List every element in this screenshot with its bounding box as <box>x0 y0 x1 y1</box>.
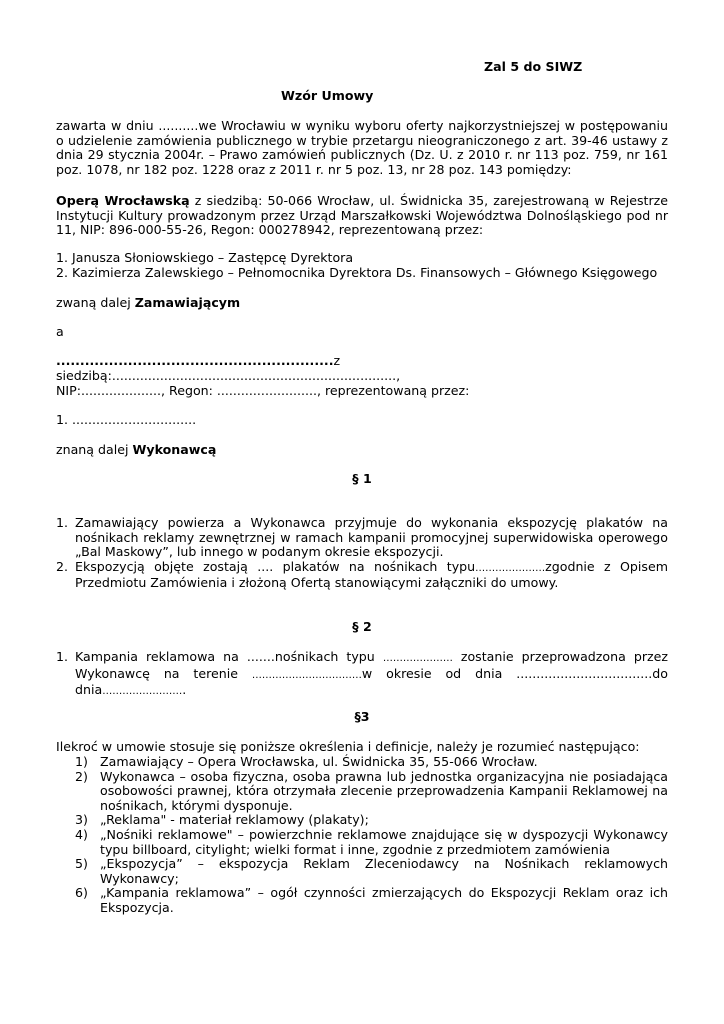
list-item-text-part: zostanie przeprowadzona przez Wykonawcę na terenie <box>75 649 668 681</box>
party1-text: z siedzibą: 50-066 Wrocław, ul. Świdnicka 35, zarejestrowaną w Rejestrze Instytucji Kultury prowadzonym przez Urząd Marszałkowski Województwa Dolnośląskiego pod nr 11, NIP: 896-000-55-26, Regon: 000278942, reprezentowaną przez: <box>56 193 669 238</box>
list-item-text: Wykonawca – osoba fizyczna, osoba prawna lub jednostka organizacyjna nie posiadająca osobowości prawnej, która otrzymała zlecenie przeprowadzenia Kampanii Reklamowej na nośnikach, którymi dysponuje. <box>100 768 668 813</box>
list-item-text: „Nośniki reklamowe" – powierzchnie reklamowe znajdujące się w dyspozycji Wykonawcy typu billboard, citylight; wielki format i inne, zgodnie z przedmiotem zamówienia <box>100 826 668 857</box>
document-title: Wzór Umowy <box>281 88 374 103</box>
party1-representative-2: 2. Kazimierza Zalewskiego – Pełnomocnika Dyrektora Ds. Finansowych – Głównego Księgowego <box>56 265 658 280</box>
list-item-text-part: w okresie od dnia ..................................do dnia <box>75 665 668 698</box>
list-item <box>75 886 668 915</box>
section-2-heading: § 2 <box>352 619 372 634</box>
list-item-text-part: Kampania reklamowa na .......nośnikach typu <box>75 649 383 664</box>
party2-name-suffix: z <box>333 353 341 368</box>
section-2-list <box>56 650 668 700</box>
party2-designation <box>56 443 216 458</box>
list-item-text-part: Ekspozycją objęte zostają .... plakatów na nośnikach typu <box>75 558 476 574</box>
list-item-number: 2) <box>75 768 88 784</box>
list-item <box>75 828 668 857</box>
list-item-number: 5) <box>75 856 88 872</box>
fill-in-blank: …………………………… <box>251 669 362 681</box>
party2-designation-name: Wykonawcą <box>132 442 217 457</box>
list-item <box>56 560 668 591</box>
party2-nip-line: NIP:...................., Regon: ........................., reprezentowaną przez: <box>56 383 470 398</box>
list-item-text: „Ekspozycja” – ekspozycja Reklam Zleceniodawcy na Nośnikach reklamowych Wykonawcy; <box>100 856 668 886</box>
intro-paragraph: zawarta w dniu ..........we Wrocławiu w wyniku wyboru oferty najkorzystniejszej w postępowaniu o udzielenie zamówienia publicznego w trybie przetargu nieograniczonego z art. 39-46 ustawy z dnia 29 stycznia 2004r. – Prawo zamówień publicznych (Dz. U. z 2010 r. nr 113 poz. 759, nr 161 poz. 1078, nr 182 poz. 1228 oraz z 2011 r. nr 5 poz. 13, nr 28 poz. 143 pomiędzy: <box>56 118 668 177</box>
fill-in-blank: …………………… <box>102 686 183 698</box>
section-1-list <box>56 516 668 591</box>
party2-designation-prefix: znaną dalej <box>56 442 133 457</box>
party1-paragraph <box>56 194 668 238</box>
list-item <box>56 650 668 700</box>
list-item-text: „Reklama" - materiał reklamowy (plakaty); <box>100 812 369 828</box>
party1-representative-1: 1. Janusza Słoniowskiego – Zastępcę Dyrektora <box>56 250 354 265</box>
list-item-number: 3) <box>75 812 88 828</box>
list-item-text <box>75 650 668 700</box>
fill-in-blank: ………………… <box>475 562 546 574</box>
party1-name: Operą Wrocławską <box>56 193 190 208</box>
attachment-label: Zal 5 do SIWZ <box>484 59 583 74</box>
list-item-number: 1) <box>75 754 88 769</box>
conjunction: a <box>56 324 64 339</box>
list-item-text-part: zgodnie z Opisem Przedmiotu Zamówienia i złożoną Ofertą stanowiącymi załączniki do umowy. <box>75 558 669 591</box>
list-item-number: 2. <box>56 558 69 574</box>
list-item-number: 1. <box>56 515 69 530</box>
list-item-text: „Kampania reklamowa” – ogół czynności zmierzających do Ekspozycji Reklam oraz ich Ekspozycja. <box>100 885 668 915</box>
list-item-number: 1. <box>56 649 69 664</box>
party2-name-blank: .......................................................... <box>56 353 334 368</box>
party2-representative-1: 1. ............................... <box>56 412 197 427</box>
list-item-text: Zamawiający powierza a Wykonawca przyjmuje do wykonania ekspozycję plakatów na nośnikach reklamy zewnętrznej w ramach kampanii promocyjnej superwidowiska operowego „Bal Maskowy”, lub innego w podanym okresie ekspozycji. <box>75 515 668 560</box>
party2-name-line <box>56 354 340 369</box>
list-item-text-part: . <box>182 682 187 698</box>
list-item <box>75 755 668 770</box>
party1-designation-name: Zamawiającym <box>134 295 241 310</box>
list-item-number: 6) <box>75 885 88 901</box>
party2-seat-line: siedzibą:......................................................................., <box>56 368 401 383</box>
list-item-text <box>75 560 668 591</box>
list-item-number: 4) <box>75 826 88 842</box>
section-3-heading: §3 <box>354 709 370 724</box>
section-3-intro: Ilekroć w umowie stosuje się poniższe określenia i definicje, należy je rozumieć następująco: <box>56 739 640 754</box>
list-item <box>75 770 668 814</box>
list-item <box>56 516 668 560</box>
list-item-text: Zamawiający – Opera Wrocławska, ul. Świdnicka 35, 55-066 Wrocław. <box>100 754 538 769</box>
fill-in-blank: ………………… <box>382 653 453 664</box>
section-1-heading: § 1 <box>352 471 372 486</box>
section-3-list <box>75 755 668 916</box>
list-item <box>75 813 668 828</box>
party1-designation <box>56 296 240 311</box>
party1-designation-prefix: zwaną dalej <box>56 295 135 310</box>
list-item <box>75 857 668 886</box>
